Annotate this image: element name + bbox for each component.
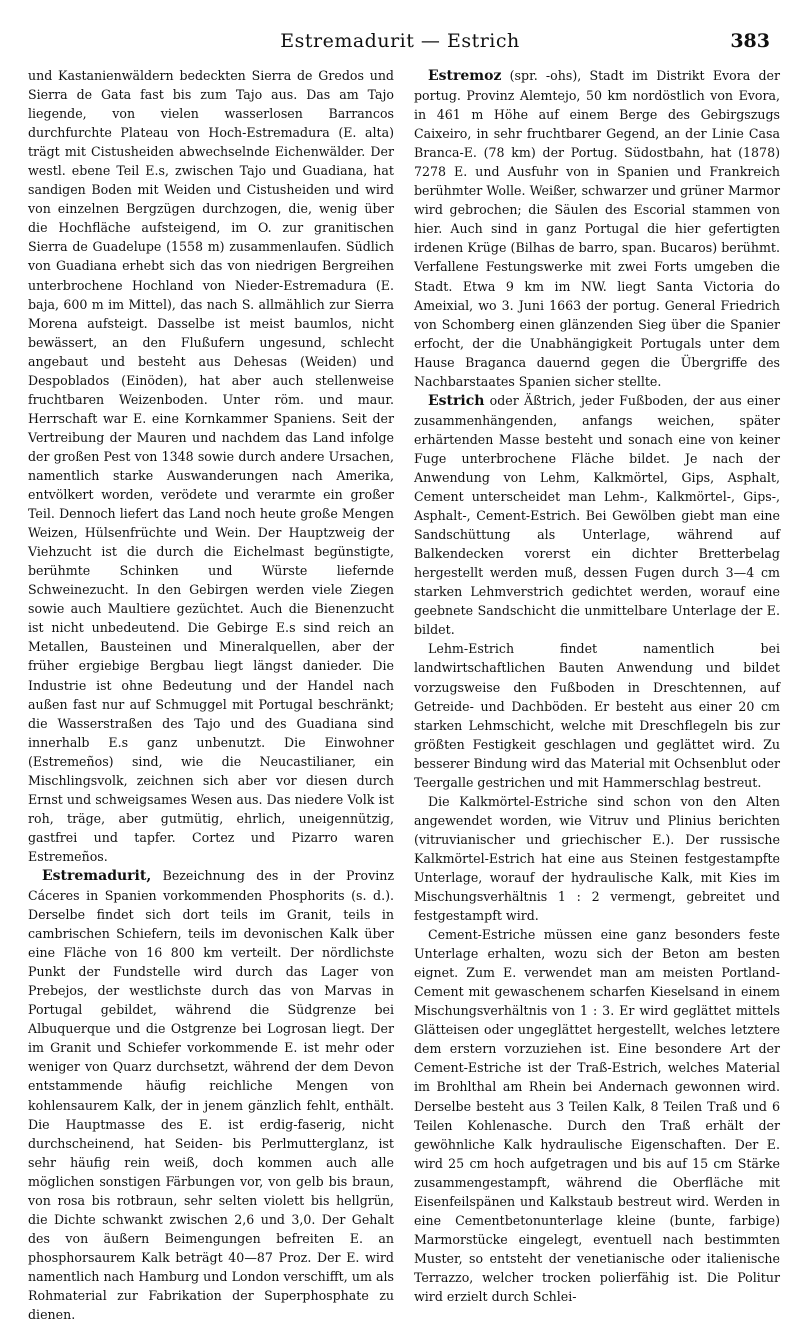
entry-headword: Estrich (428, 392, 485, 409)
entry-headword: Estremadurit, (42, 867, 152, 884)
page-header (30, 30, 770, 60)
paragraph-text: (spr. -ohs), Stadt im Distrikt Evora der portug. Provinz Alemtejo, 50 km nordöstlich von Evora, in 461 m Höhe auf einem Berge des Gebirgszugs Caixeiro, in sehr fruchtbarer Gegend, an der Linie Casa Branca-E. (78 km) der Portug. Südostbahn, hat (1878) 7278 E. und Ausfuhr von in Spanien und Frankreich berühmter Wolle. Weißer, schwarzer und grüner Marmor wird gebrochen; die Säulen des Escorial stammen von hier. Auch sind in ganz Portugal die hier gefertigten irdenen Krüge (Bilhas de barro, span. Bucaros) berühmt. Verfallene Festungswerke mit zwei Forts umgeben die Stadt. Etwa 9 km im NW. liegt Santa Victoria do Ameixial, wo 3. Juni 1663 der portug. General Friedrich von Schomberg einen glänzenden Sieg über die Spanier erfocht, der die Unabhängigkeit Portugals unter dem Hause Braganca dauernd gegen die Übergriffe des Nachbarstaates Spanien sicher stellte. (414, 68, 780, 389)
entry-headword: Estremoz (428, 68, 502, 84)
paragraph-text: Bezeichnung des in der Provinz Cáceres in Spanien vorkommenden Phosphorits (s. d.). Derselbe findet sich dort teils im Granit, teils in cambrischen Schiefern, teils im devonischen Kalk über eine Fläche von 16 800 km verteilt. Der nördlichste Punkt der Fundstelle wird durch das Lager von Prebejos, der westlichste durch das von Marvas in Portugal gebildet, während die Südgrenze bei Albuquerque und die Ostgrenze bei Logrosan liegt. Der im Granit und Schiefer vorkommende E. ist mehr oder weniger von Quarz durchsetzt, während der dem Devon entstammende häufig reichliche Mengen von kohlensaurem Kalk, der in jenem gänzlich fehlt, enthält. Die Hauptmasse des E. ist erdig-faserig, nicht durchscheinend, hat Seiden- bis Perlmutterglanz, ist sehr häufig rein weiß, doch kommen auch alle möglichen sonstigen Färbungen vor, von gelb bis braun, von rosa bis rotbraun, sehr selten violett bis hellgrün, die Dichte schwankt zwischen 2,6 und 3,0. Der Gehalt des von äußern Beimengungen befreiten E. an phosphorsaurem Kalk beträgt 40—87 Proz. Der E. wird namentlich nach Hamburg und London verschifft, um als Rohmaterial zur Fabrikation der Superphosphate zu dienen. (28, 867, 394, 1323)
page-number: 383 (730, 30, 770, 52)
paragraph-kalkmoertel-estrich (414, 792, 780, 925)
right-column (414, 66, 780, 1306)
entry-estremoz (414, 66, 780, 391)
paragraph-text: und Kastanienwäldern bedeckten Sierra de Gredos und Sierra de Gata fast bis zum Tajo aus. Das am Tajo liegende, von vielen wasserlosen Barrancos durchfurchte Plateau von Hoch-Estremadura (E. alta) trägt mit Cistusheiden abwechselnde Eichenwälder. Der westl. ebene Teil E.s, zwischen Tajo und Guadiana, hat sandigen Boden mit Weiden und Cistusheiden und wird von einzelnen Bergzügen durchzogen, die, wenig über die Hochfläche aufsteigend, im O. zur granitischen Sierra de Guadelupe (1558 m) zusammenlaufen. Südlich von Guadiana erhebt sich das von niedrigen Bergreihen unterbrochene Hochland von Nieder-Estremadura (E. baja, 600 m im Mittel), das nach S. allmählich zur Sierra Morena aufsteigt. Dasselbe ist meist baumlos, nicht bewässert, an den Flußufern ungesund, schlecht angebaut und besteht aus Dehesas (Weiden) und Despoblados (Einöden), hat aber auch stellenweise fruchtbaren Weizenboden. Unter röm. und maur. Herrschaft war E. eine Kornkammer Spaniens. Seit der Vertreibung der Mauren und nachdem das Land infolge der großen Pest von 1348 sowie durch andere Ursachen, namentlich starke Auswanderungen nach Amerika, entvölkert worden, verödete und verarmte ein großer Teil. Dennoch liefert das Land noch heute große Mengen Weizen, Hülsenfrüchte und Wein. Der Hauptzweig der Viehzucht ist die durch die Eichelmast begünstigte, berühmte Schinken und Würste liefernde Schweinezucht. In den Gebirgen werden viele Ziegen sowie auch Maultiere gezüchtet. Auch die Bienenzucht ist nicht unbedeutend. Die Gebirge E.s sind reich an Metallen, Bausteinen und Mineralquellen, aber der früher ergiebige Bergbau liegt längst danieder. Die Industrie ist ohne Bedeutung und der Handel nach außen fast nur auf Schmuggel mit Portugal beschränkt; die Wasserstraßen des Tajo und des Guadiana sind innerhalb E.s ganz unbenutzt. Die Einwohner (Estremeños) sind, wie die Neucastilianer, ein Mischlingsvolk, zeichnen sich aber vor diesen durch Ernst und schweigsames Wesen aus. Das niedere Volk ist roh, träge, aber gutmütig, ehrlich, uneigennützig, gastfrei und tapfer. Cortez und Pizarro waren Estremeños. (28, 68, 394, 864)
paragraph-text: Lehm-Estrich findet namentlich bei landwirtschaftlichen Bauten Anwendung und bildet vorzugsweise den Fußboden in Dreschtennen, auf Getreide- und Dachböden. Er besteht aus einer 20 cm starken Lehmschicht, welche mit Dreschflegeln bis zur größten Festigkeit geschlagen und geglättet wird. Zu besserer Bindung wird das Material mit Ochsenblut oder Teergalle gestrichen und mit Hammerschlag bestreut. (414, 641, 780, 790)
entry-estremadurit (28, 866, 394, 1324)
paragraph-text: Cement-Estriche müssen eine ganz besonders feste Unterlage erhalten, wozu sich der Beton am besten eignet. Zum E. verwendet man am meisten Portland-Cement mit gewaschenem scharfen Kieselsand in einem Mischungsverhältnis von 1 : 3. Er wird geglättet mittels Glätteisen oder ungeglättet hergestellt, welches letztere dem erstern vorzuziehen ist. Eine besondere Art der Cement-Estriche ist der Traß-Estrich, welches Material im Brohlthal am Rhein bei Andernach gewonnen wird. Derselbe besteht aus 3 Teilen Kalk, 8 Teilen Traß und 6 Teilen Kohlenasche. Durch den Traß erhält der gewöhnliche Kalk hydraulische Eigenschaften. Der E. wird 25 cm hoch aufgetragen und bis auf 15 cm Stärke zusammengestampft, während die Oberfläche mit Eisenfeilspänen und Kalkstaub bestreut wird. Werden in eine Cementbetonunterlage kleine (bunte, farbige) Marmorstücke eingelegt, eventuell nach bestimmten Muster, so entsteht der venetianische oder italienische Terrazzo, welcher trocken polierfähig ist. Die Politur wird erzielt durch Schlei- (414, 927, 780, 1304)
left-column (28, 66, 394, 1324)
entry-continuation (28, 66, 394, 866)
entry-estrich (414, 391, 780, 640)
paragraph-lehm-estrich (414, 639, 780, 791)
paragraph-cement-estrich (414, 925, 780, 1306)
running-title: Estremadurit — Estrich (280, 30, 520, 52)
paragraph-text: Die Kalkmörtel-Estriche sind schon von den Alten angewendet worden, wie Vitruv und Plinius berichten (vitruvianischer und griechischer E.). Der russische Kalkmörtel-Estrich hat eine aus Steinen festgestampfte Unterlage, worauf der hydraulische Kalk, mit Kies im Mischungsverhältnis 1 : 2 vermengt, gebreitet und festgestampft wird. (414, 793, 780, 924)
paragraph-text: oder Äßtrich, jeder Fußboden, der aus einer zusammenhängenden, anfangs weichen, später erhärtenden Masse besteht und sonach eine von keiner Fuge unterbrochene Fläche bildet. Je nach der Anwendung von Lehm, Kalkmörtel, Gips, Asphalt, Cement unterscheidet man Lehm-, Kalkmörtel-, Gips-, Asphalt-, Cement-Estrich. Bei Gewölben giebt man eine Sandschüttung als Unterlage, während auf Balkendecken vorerst ein dichter Bretterbelag hergestellt werden muß, dessen Fugen durch 3—4 cm starken Lehmverstrich gedichtet werden, worauf eine geebnete Sandschicht die unmittelbare Unterlage der E. bildet. (414, 392, 780, 638)
